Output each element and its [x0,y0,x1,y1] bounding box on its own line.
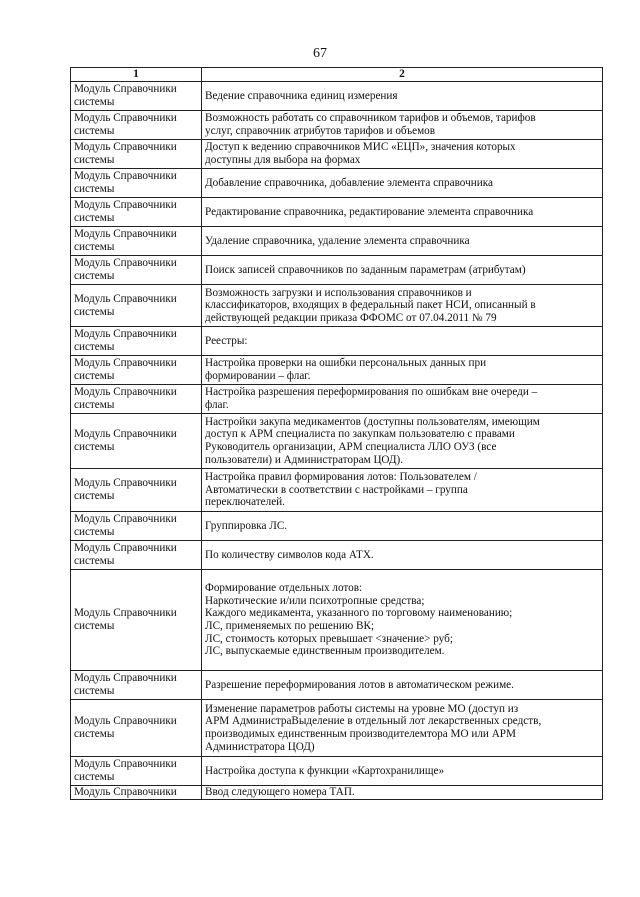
table-row [71,414,603,469]
table-row [71,82,603,111]
table-row [71,700,603,757]
module-cell: Модуль Справочники системы [71,169,202,198]
table-row [71,111,603,140]
table-row [71,169,603,198]
description-line: Ввод следующего номера ТАП. [205,786,355,798]
table-row [71,327,603,356]
module-cell: Модуль Справочники системы [71,570,202,671]
column-header-2: 2 [202,68,603,82]
module-cell: Модуль Справочники системы [71,82,202,111]
description-cell [202,198,603,227]
table-row [71,757,603,786]
description-cell [202,570,603,671]
description-line: доступ к АРМ специалиста по закупкам пользователю с правами [205,428,515,441]
module-cell: Модуль Справочники системы [71,414,202,469]
description-line: Добавление справочника, добавление элемента справочника [205,176,493,189]
module-cell: Модуль Справочники системы [71,469,202,512]
description-line: доступны для выбора на формах [205,154,361,166]
description-line: Возможность загрузки и использования справочников и [205,286,472,299]
description-line: Разрешение переформирования лотов в автоматическом режиме. [205,678,514,691]
description-cell [202,327,603,356]
table-row [71,385,603,414]
description-cell [202,285,603,327]
table-row [71,469,603,512]
description-line: формировании – флаг. [205,370,311,382]
description-line: Возможность работать со справочником тарифов и объемов, тарифов [205,112,536,125]
module-cell: Модуль Справочники системы [71,700,202,757]
description-cell [202,111,603,140]
description-line: Реестры: [205,334,248,347]
description-line: Настройка правил формирования лотов: Пользователем / [205,471,477,484]
module-cell: Модуль Справочники системы [71,671,202,700]
description-cell [202,82,603,111]
description-line: ЛС, выпускаемые единственным производителем. [205,645,445,658]
table-row [71,256,603,285]
module-cell: Модуль Справочники системы [71,356,202,385]
description-line: Поиск записей справочников по заданным параметрам (атрибутам) [205,263,526,276]
module-cell: Модуль Справочники системы [71,541,202,570]
module-cell: Модуль Справочники системы [71,512,202,541]
description-line: действующей редакции приказа ФФОМС от 07.04.2011 № 79 [205,311,497,324]
module-cell: Модуль Справочники системы [71,198,202,227]
description-cell [202,356,603,385]
description-line: переключателей. [205,496,285,509]
table-row [71,512,603,541]
description-cell [202,671,603,700]
description-line: АРМ АдминистраВыделение в отдельный лот лекарственных средств, [205,715,542,728]
description-line: Администратора ЦОД) [205,740,315,753]
module-cell: Модуль Справочники системы [71,327,202,356]
description-line: флаг. [205,399,229,411]
description-line: Редактирование справочника, редактирование элемента справочника [205,205,534,218]
description-line: Настройка доступа к функции «Картохранилище» [205,764,445,777]
module-cell: Модуль Справочники системы [71,111,202,140]
description-line: Формирование отдельных лотов: [205,582,363,595]
table-row [71,786,603,800]
requirements-table [70,67,603,800]
description-cell [202,757,603,786]
description-line: производимых единственным производителемтора МО или АРМ [205,728,516,740]
table-row [71,671,603,700]
module-cell: Модуль Справочники системы [71,256,202,285]
table-row [71,285,603,327]
description-line: Удаление справочника, удаление элемента справочника [205,234,470,247]
module-cell: Модуль Справочники системы [71,757,202,786]
description-cell [202,700,603,757]
description-line: ЛС, стоимость которых превышает <значение> руб; [205,632,453,645]
module-cell: Модуль Справочники системы [71,227,202,256]
description-line: услуг, справочник атрибутов тарифов и объемов [205,125,436,137]
description-cell [202,541,603,570]
description-cell [202,385,603,414]
column-header-1: 1 [71,68,202,82]
page-number: 67 [313,46,327,61]
table-row [71,198,603,227]
description-cell [202,469,603,512]
table-row [71,570,603,671]
description-cell [202,512,603,541]
description-line: Ведение справочника единиц измерения [205,89,398,102]
table-row [71,227,603,256]
description-line: Доступ к ведению справочников МИС «ЕЦП», значения которых [205,141,516,154]
description-line: Настройка разрешения переформирования по ошибкам вне очереди – [205,386,538,399]
description-line: Каждого медикамента, указанного по торговому наименованию; [205,607,513,620]
description-cell [202,169,603,198]
description-line: ЛС, применяемых по решению ВК; [205,620,375,632]
table-row [71,356,603,385]
module-cell: Модуль Справочники [71,786,202,800]
description-cell [202,414,603,469]
table-row [71,541,603,570]
description-line: Изменение параметров работы системы на уровне МО (доступ из [205,702,519,715]
module-cell: Модуль Справочники системы [71,285,202,327]
description-line: Наркотические и/или психотропные средства; [205,594,425,607]
description-cell [202,256,603,285]
description-line: Автоматически в соответствии с настройками – группа [205,483,468,496]
description-line: По количеству символов кода АТХ. [205,548,374,561]
header-row [71,68,603,82]
description-line: классификаторов, входящих в федеральный пакет НСИ, описанный в [205,299,536,312]
description-cell [202,786,603,800]
description-line: Настройка проверки на ошибки персональных данных при [205,357,487,370]
description-cell [202,140,603,169]
description-line: Группировка ЛС. [205,519,288,532]
description-line: пользователи) и Администраторам ЦОД). [205,453,404,466]
table-row [71,140,603,169]
description-line: Настройки закупа медикаментов (доступны пользователям, имеющим [205,415,540,428]
module-cell: Модуль Справочники системы [71,140,202,169]
description-line: Руководитель организации, АРМ специалиста ЛЛО ОУЗ (все [205,441,497,453]
description-cell [202,227,603,256]
module-cell: Модуль Справочники системы [71,385,202,414]
